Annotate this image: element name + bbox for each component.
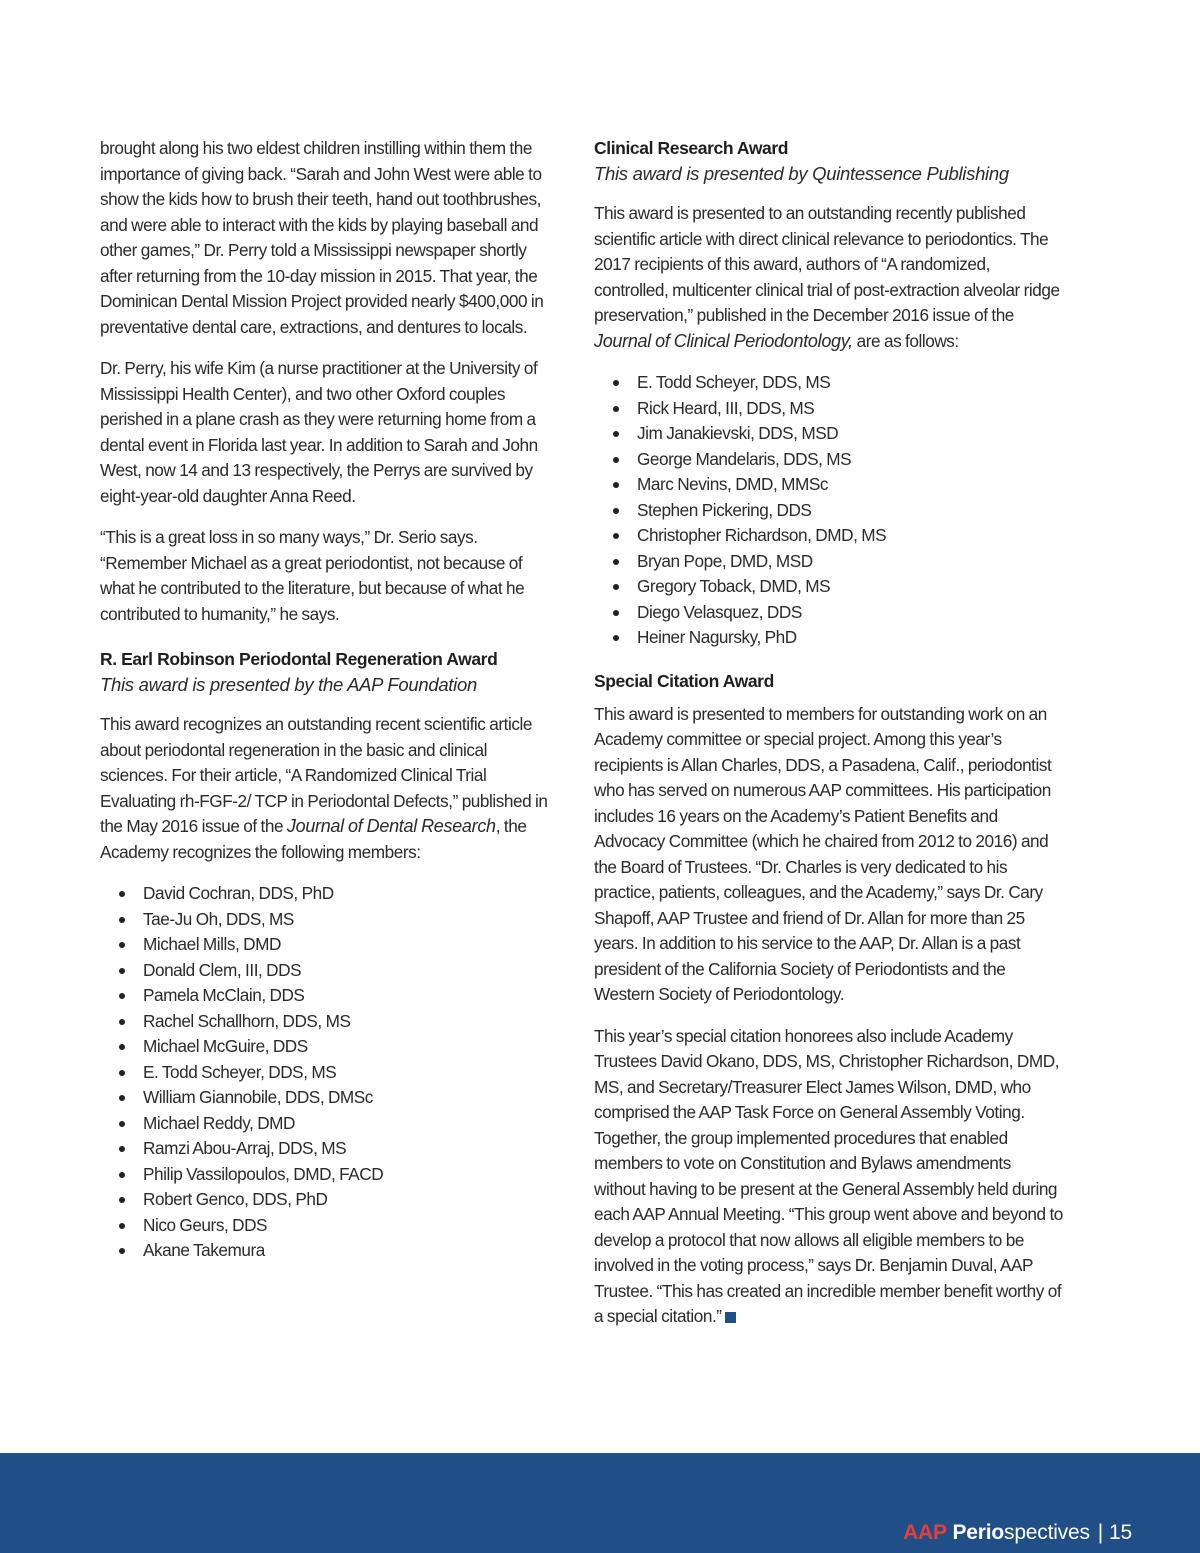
footer-separator: | (1097, 1521, 1104, 1544)
list-item: Michael McGuire, DDS (118, 1034, 558, 1060)
list-item: David Cochran, DDS, PhD (118, 881, 558, 907)
list-item: Gregory Toback, DMD, MS (612, 574, 1064, 600)
robinson-member-list (100, 881, 558, 1264)
list-item: Nico Geurs, DDS (118, 1213, 558, 1239)
special-award-heading (594, 669, 1064, 694)
list-item: Donald Clem, III, DDS (118, 958, 558, 984)
list-item: Akane Takemura (118, 1238, 558, 1264)
award-description-text: This award recognizes an outstanding recent scientific article about periodontal regeneration in the basic and clinical sciences. For their article, “A Randomized Clinical Trial Evaluating rh-FGF-2/ TCP in Periodontal Defects,” published in the May 2016 issue of the (100, 714, 548, 836)
award-title: R. Earl Robinson Periodontal Regeneration Award (100, 649, 498, 669)
award-subtitle: This award is presented by Quintessence Publishing (594, 163, 1009, 184)
footer-band (0, 1453, 1200, 1553)
article-paragraph: Dr. Perry, his wife Kim (a nurse practitioner at the University of Mississippi Health Center), and two other Oxford couples perished in a plane crash as they were returning home from a dental event in Florida last year. In addition to Sarah and John West, now 14 and 13 respectively, the Perrys are survived by eight-year-old daughter Anna Reed. (100, 358, 538, 506)
page-number: 15 (1109, 1521, 1132, 1544)
list-item: Pamela McClain, DDS (118, 983, 558, 1009)
list-item: Philip Vassilopoulos, DMD, FACD (118, 1162, 558, 1188)
list-item: Diego Velasquez, DDS (612, 600, 1064, 626)
award-title: Special Citation Award (594, 670, 774, 691)
journal-name: Journal of Clinical Periodontology, (594, 330, 853, 351)
award-description (594, 201, 1064, 354)
brand-rest: spectives (1004, 1521, 1090, 1544)
journal-name: Journal of Dental Research (286, 816, 496, 836)
article-paragraph (594, 1024, 1064, 1330)
list-item: Michael Mills, DMD (118, 932, 558, 958)
list-item: Marc Nevins, DMD, MMSc (612, 472, 1064, 498)
list-item: Michael Reddy, DMD (118, 1111, 558, 1137)
end-of-article-icon (725, 1312, 736, 1323)
list-item: Bryan Pope, DMD, MSD (612, 549, 1064, 575)
list-item: Robert Genco, DDS, PhD (118, 1187, 558, 1213)
list-item: E. Todd Scheyer, DDS, MS (612, 370, 1064, 396)
robinson-award-heading (100, 647, 558, 698)
list-item: E. Todd Scheyer, DDS, MS (118, 1060, 558, 1086)
list-item: Tae-Ju Oh, DDS, MS (118, 907, 558, 933)
article-paragraph: This award is presented to members for outstanding work on an Academy committee or special project. Among this year’s recipients is Allan Charles, DDS, a Pasadena, Calif., periodontist who has served on numerous AAP committees. His participation includes 16 years on the Academy’s Patient Benefits and Advocacy Committee (which he chaired from 2012 to 2016) and the Board of Trustees. “Dr. Charles is very dedicated to his practice, patients, colleagues, and the Academy,” says Dr. Cary Shapoff, AAP Trustee and friend of Dr. Allan for more than 25 years. In addition to his service to the AAP, Dr. Allan is a past president of the California Society of Periodontists and the Western Society of Periodontology. (594, 703, 1052, 1004)
award-title: Clinical Research Award (594, 138, 789, 158)
list-item: Ramzi Abou-Arraj, DDS, MS (118, 1136, 558, 1162)
list-item: William Giannobile, DDS, DMSc (118, 1085, 558, 1111)
award-subtitle: This award is presented by the AAP Foundation (100, 674, 477, 695)
award-description-text: are as follows: (852, 330, 959, 351)
clinical-award-heading (594, 136, 1064, 187)
article-paragraph-text: This year’s special citation honorees also include Academy Trustees David Okano, DDS, MS, Christopher Richardson, DMD, MS, and Secretary/Treasurer Elect James Wilson, DMD, who comprised the AAP Task Force on General Assembly Voting. Together, the group implemented procedures that enabled members to vote on Constitution and Bylaws amendments without having to be present at the General Assembly held during each AAP Annual Meeting. “This group went above and beyond to develop a protocol that now allows all eligible members to be involved in the voting process,” says Dr. Benjamin Duval, AAP Trustee. “This has created an incredible member benefit worthy of a special citation.” (594, 1025, 1063, 1326)
award-description-text: , the Academy recognizes the following members: (100, 816, 527, 862)
article-paragraph: brought along his two eldest children instilling within them the importance of giving back. “Sarah and John West were able to show the kids how to brush their teeth, hand out toothbrushes, and were able to interact with the kids by playing baseball and other games,” Dr. Perry told a Mississippi newspaper shortly after returning from the 10-day mission in 2015. That year, the Dominican Dental Mission Project provided nearly $400,000 in preventative dental care, extractions, and dentures to locals. (100, 138, 544, 337)
clinical-member-list (594, 370, 1064, 651)
article-paragraph: “This is a great loss in so many ways,” Dr. Serio says. “Remember Michael as a great periodontist, not because of what he contributed to the literature, but because of what he contributed to humanity,” he says. (100, 527, 525, 624)
list-item: Jim Janakievski, DDS, MSD (612, 421, 1064, 447)
list-item: Rachel Schallhorn, DDS, MS (118, 1009, 558, 1035)
list-item: Heiner Nagursky, PhD (612, 625, 1064, 651)
left-column (100, 136, 558, 1280)
list-item: George Mandelaris, DDS, MS (612, 447, 1064, 473)
brand-perio: Perio (952, 1521, 1005, 1544)
award-description-text: This award is presented to an outstanding recently published scientific article with direct clinical relevance to periodontics. The 2017 recipients of this award, authors of “A randomized, controlled, multicenter clinical trial of post-extraction alveolar ridge preservation,” published in the December 2016 issue of the (594, 203, 1060, 325)
award-description (100, 712, 558, 865)
footer-brand (903, 1521, 1132, 1545)
list-item: Rick Heard, III, DDS, MS (612, 396, 1064, 422)
brand-aap: AAP (903, 1521, 947, 1544)
right-column (594, 136, 1064, 1346)
list-item: Stephen Pickering, DDS (612, 498, 1064, 524)
list-item: Christopher Richardson, DMD, MS (612, 523, 1064, 549)
